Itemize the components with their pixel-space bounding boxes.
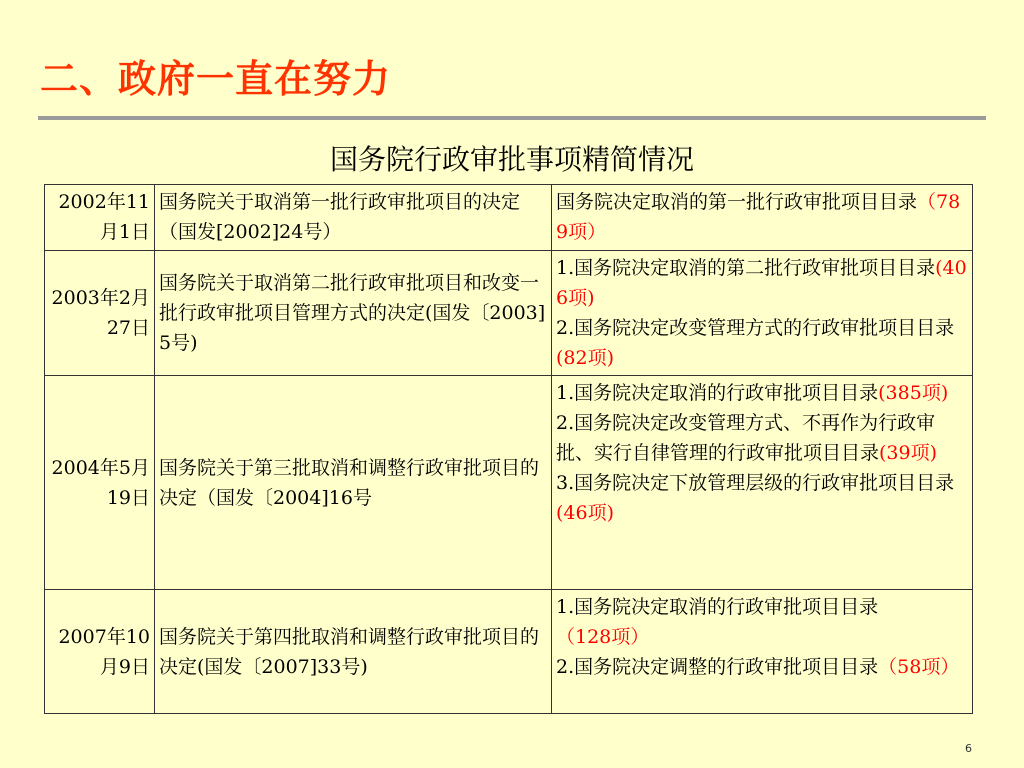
date-cell: 2002年11月1日: [45, 185, 155, 251]
result-text: 1.国务院决定取消的第二批行政审批项目目录: [556, 257, 936, 279]
date-cell: 2003年2月27日: [45, 251, 155, 376]
table-row: [45, 376, 973, 590]
date-cell: 2004年5月19日: [45, 376, 155, 590]
table-row: [45, 251, 973, 376]
table-caption: 国务院行政审批事项精简情况: [329, 143, 694, 176]
title-divider: [38, 116, 986, 120]
result-count: (82项): [556, 347, 615, 369]
result-count: (39项): [879, 442, 938, 464]
results-cell: [552, 590, 973, 714]
result-text: 2.国务院决定改变管理方式、不再作为行政审批、实行自律管理的行政审批项目目录: [556, 412, 936, 464]
table-row: [45, 185, 973, 251]
slide-title: 二、政府一直在努力: [40, 57, 392, 101]
result-count: （789项）: [556, 191, 961, 243]
result-item: [556, 313, 968, 373]
table-row: [45, 590, 973, 714]
document-cell: 国务院关于取消第一批行政审批项目的决定（国发[2002]24号）: [155, 185, 552, 251]
document-cell: 国务院关于第三批取消和调整行政审批项目的决定（国发〔2004]16号: [155, 376, 552, 590]
result-count: (406项): [556, 257, 967, 309]
result-item: [556, 652, 968, 682]
result-item: [556, 187, 968, 247]
result-text: 国务院决定取消的第一批行政审批项目目录: [556, 191, 918, 213]
result-text: 2.国务院决定改变管理方式的行政审批项目目录: [556, 317, 955, 339]
result-count: （128项）: [556, 626, 650, 648]
result-text: 1.国务院决定取消的行政审批项目目录: [556, 596, 879, 618]
approval-reduction-table: [44, 184, 973, 714]
result-count: （58项）: [878, 656, 960, 678]
slide-number: 6: [965, 742, 972, 755]
result-text: 1.国务院决定取消的行政审批项目目录: [556, 382, 879, 404]
result-item: [556, 253, 968, 313]
result-item: [556, 378, 968, 408]
result-count: (385项): [878, 382, 949, 404]
result-count: (46项): [556, 502, 615, 524]
results-cell: [552, 251, 973, 376]
result-item: [556, 592, 968, 652]
document-cell: 国务院关于第四批取消和调整行政审批项目的决定(国发〔2007]33号): [155, 590, 552, 714]
result-text: 2.国务院决定调整的行政审批项目目录: [556, 656, 879, 678]
results-cell: [552, 185, 973, 251]
date-cell: 2007年10月9日: [45, 590, 155, 714]
result-text: 3.国务院决定下放管理层级的行政审批项目目录: [556, 472, 955, 494]
document-cell: 国务院关于取消第二批行政审批项目和改变一批行政审批项目管理方式的决定(国发〔2003]5号): [155, 251, 552, 376]
results-cell: [552, 376, 973, 590]
result-item: [556, 468, 968, 528]
result-item: [556, 408, 968, 468]
